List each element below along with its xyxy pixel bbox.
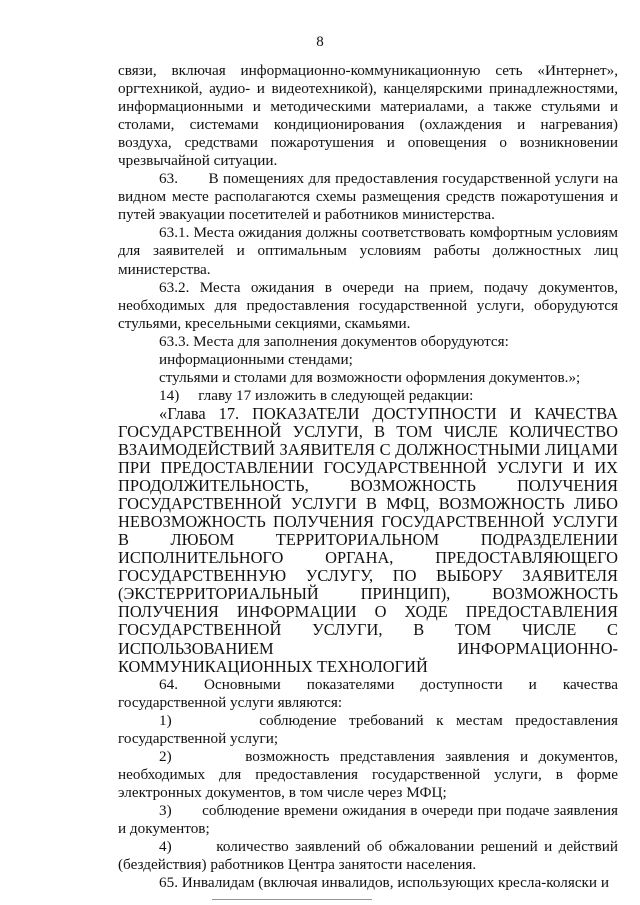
paragraph-63-2: 63.2. Места ожидания в очереди на прием, подачу документов, необходимых для предоставления государственной услуги, оборудуются стульями, кресельными секциями, скамьями. (118, 278, 618, 332)
paragraph-65: 65. Инвалидам (включая инвалидов, использующих кресла-коляски и (159, 874, 609, 892)
chapter-17-heading (118, 405, 618, 676)
paragraph-63-1: 63.1. Места ожидания должны соответствовать комфортным условиям для заявителей и оптимальным условиям работы должностных лиц министерства. (118, 224, 618, 278)
indicator-item-1: 1) соблюдение требований к местам предоставления государственной услуги; (118, 711, 618, 747)
page-number: 8 (316, 34, 324, 50)
chapter-17-title: ПОКАЗАТЕЛИ ДОСТУПНОСТИ И КАЧЕСТВА ГОСУДАРСТВЕННОЙ УСЛУГИ, В ТОМ ЧИСЛЕ КОЛИЧЕСТВО ВЗАИМОДЕЙСТВИЙ ЗАЯВИТЕЛЯ С ДОЛЖНОСТНЫМИ ЛИЦАМИ ПРИ ПРЕДОСТАВЛЕНИИ ГОСУДАРСТВЕННОЙ УСЛУГИ И ИХ ПРОДОЛЖИТЕЛЬНОСТЬ, ВОЗМОЖНОСТЬ ПОЛУЧЕНИЯ ГОСУДАРСТВЕННОЙ УСЛУГИ В МФЦ, ВОЗМОЖНОСТЬ ЛИБО НЕВОЗМОЖНОСТЬ ПОЛУЧЕНИЯ ГОСУДАРСТВЕННОЙ УСЛУГИ В ЛЮБОМ ТЕРРИТОРИАЛЬНОМ ПОДРАЗДЕЛЕНИИ ИСПОЛНИТЕЛЬНОГО ОРГАНА, ПРЕДОСТАВЛЯЮЩЕГО ГОСУДАРСТВЕННУЮ УСЛУГУ, ПО ВЫБОРУ ЗАЯВИТЕЛЯ (ЭКСТЕРРИТОРИАЛЬНЫЙ ПРИНЦИП), ВОЗМОЖНОСТЬ ПОЛУЧЕНИЯ ИНФОРМАЦИИ О ХОДЕ ПРЕДОСТАВЛЕНИЯ ГОСУДАРСТВЕННОЙ УСЛУГИ, В ТОМ ЧИСЛЕ С ИСПОЛЬЗОВАНИЕМ ИНФОРМАЦИОННО-КОММУНИКАЦИОННЫХ ТЕХНОЛОГИЙ (118, 403, 618, 676)
paragraph-facilities-end: связи, включая информационно-коммуникационную сеть «Интернет», оргтехникой, аудио- и видеотехникой), канцелярскими принадлежностями, информационными и методическими материалами, а также стульями и столами, системами кондиционирования (охлаждения и нагревания) воздуха, средствами пожаротушения и оповещения о возникновении чрезвычайной ситуации. (118, 62, 618, 170)
document-body (118, 62, 618, 892)
paragraph-63-3: 63.3. Места для заполнения документов оборудуются: (159, 332, 509, 350)
footer-rule (212, 899, 372, 900)
indicator-item-2: 2) возможность представления заявления и документов, необходимых для предоставления государственной услуги, в форме электронных документов, в том числе через МФЦ; (118, 747, 618, 801)
paragraph-63: 63. В помещениях для предоставления государственной услуги на видном месте располагаются схемы размещения средств пожаротушения и путей эвакуации посетителей и работников министерства. (118, 170, 618, 224)
amendment-item-14: 14) главу 17 изложить в следующей редакции: (159, 386, 474, 404)
list-item-chairs-tables: стульями и столами для возможности оформления документов.»; (159, 368, 581, 386)
indicator-item-3: 3) соблюдение времени ожидания в очереди при подаче заявления и документов; (118, 801, 618, 837)
list-item-info-stands: информационными стендами; (159, 350, 353, 368)
paragraph-64: 64. Основными показателями доступности и качества государственной услуги являются: (118, 675, 618, 711)
chapter-17-label: «Глава 17. (159, 403, 240, 423)
indicator-item-4: 4) количество заявлений об обжаловании решений и действий (бездействия) работников Центра занятости населения. (118, 838, 618, 874)
